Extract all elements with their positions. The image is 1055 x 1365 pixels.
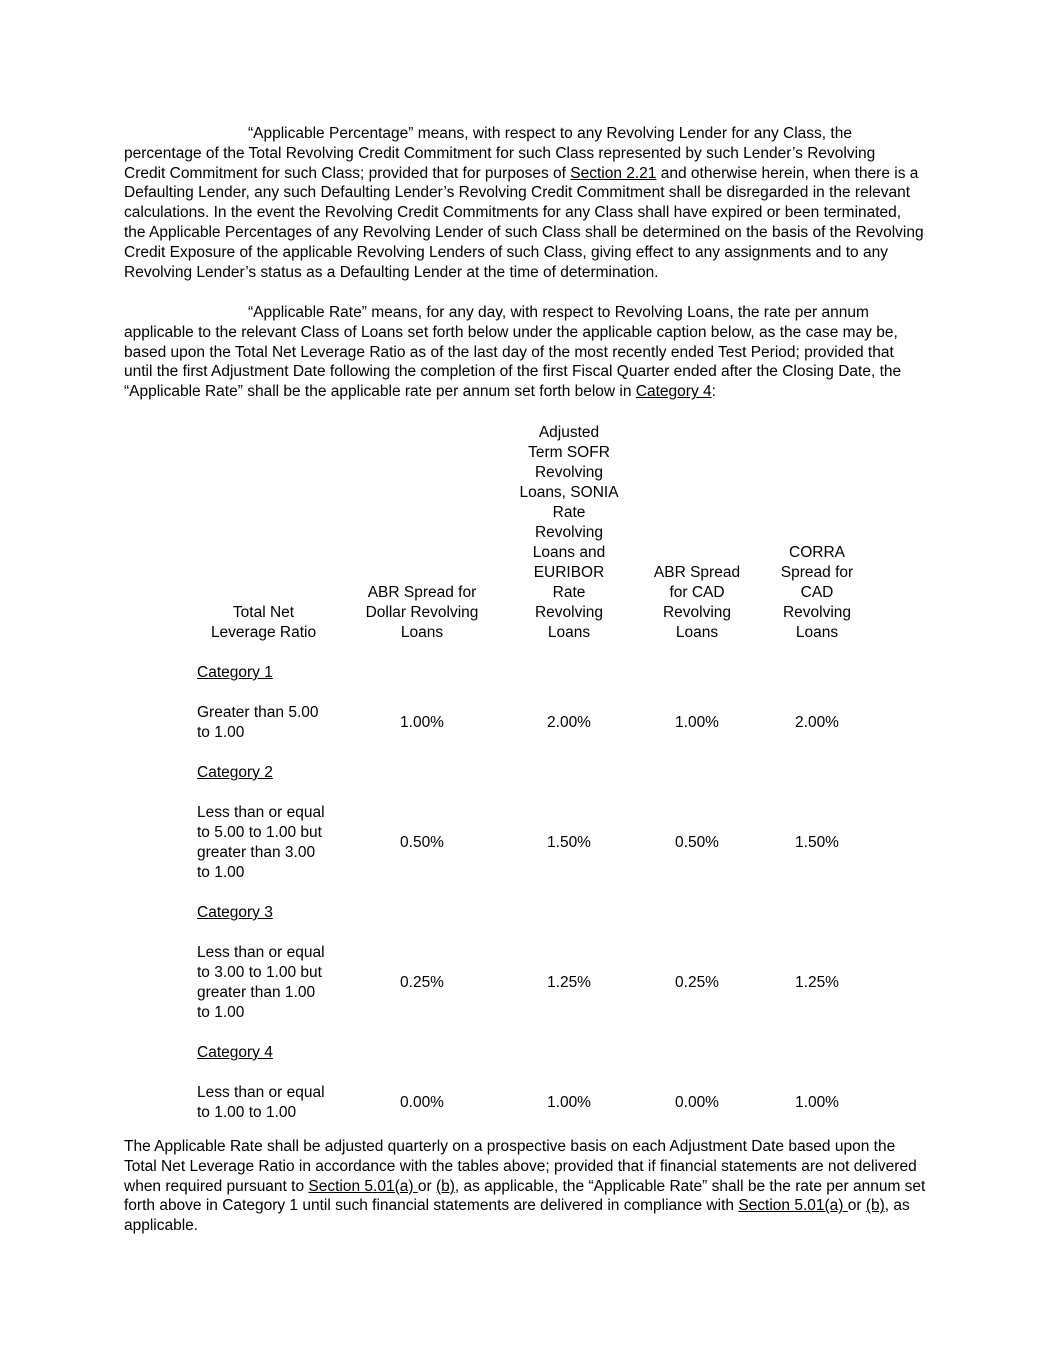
text-segment: calculations. In the event the Revolving Credit Commitments for any Class shall have expired or been terminated, [124,204,902,222]
table-row [190,683,871,743]
applicable-rate-table [190,423,871,1123]
text-segment: : [711,383,716,401]
header-term-sofr-spread: Adjusted Term SOFR Revolving Loans, SONIA Rate Revolving Loans and EURIBOR Rate Revolving Loans [519,424,619,641]
applicable-rate-definition [124,303,944,402]
text-segment: “Applicable Rate” means, for any day, with respect to Revolving Loans, the rate per annum [248,304,869,321]
text-segment: and otherwise herein, when there is a [656,164,919,182]
applicable-percentage-definition [124,124,944,282]
abr-spread-dollar-cell: 0.00% [400,1094,444,1111]
text-line [124,343,944,363]
text-line [124,323,944,343]
abr-spread-dollar-cell: 0.50% [400,834,444,851]
section-reference: (b) [865,1197,885,1215]
text-segment: applicable to the relevant Class of Loans set forth below under the applicable caption below, as the case may be, [124,323,898,341]
text-line [124,1177,944,1197]
text-line [124,1157,944,1177]
category-row [190,883,871,923]
text-line [124,263,944,283]
table-header-row [190,423,871,643]
abr-spread-cad-cell: 0.00% [675,1094,719,1111]
corra-spread-cell: 1.25% [795,974,839,991]
text-segment: percentage of the Total Revolving Credit Commitment for such Class represented by such Lender’s Revolving [124,144,876,162]
header-abr-spread-cad: ABR Spread for CAD Revolving Loans [653,564,741,641]
text-segment: Revolving Lender’s status as a Defaulting Lender at the time of determination. [124,263,659,281]
text-line [124,1196,944,1216]
adjustment-paragraph [124,1137,944,1236]
table-row [190,1063,871,1123]
text-segment: “Applicable Percentage” means, with respect to any Revolving Lender for any Class, the [248,125,852,142]
corra-spread-cell: 2.00% [795,714,839,731]
text-segment: , as [884,1197,910,1215]
abr-spread-dollar-cell: 1.00% [400,714,444,731]
text-segment: applicable. [124,1217,199,1235]
text-segment: based upon the Total Net Leverage Ratio as of the last day of the most recently ended Test Period; provided that [124,343,894,361]
table-row [190,923,871,1023]
abr-spread-cad-cell: 0.50% [675,834,719,851]
text-line [124,1216,944,1236]
text-line [124,183,944,203]
text-line [124,144,944,164]
text-line [124,362,944,382]
abr-spread-cad-cell: 0.25% [675,974,719,991]
term-sofr-spread-cell: 1.00% [547,1094,591,1111]
text-line [124,203,944,223]
category-row [190,643,871,683]
table-row [190,783,871,883]
leverage-ratio-cell: Greater than 5.00 to 1.00 [197,704,319,741]
category-label: Category 3 [197,904,273,921]
text-line [124,124,944,144]
text-segment: until the first Adjustment Date following the completion of the first Fiscal Quarter ended after the Closing Date, the [124,363,902,381]
section-reference: Section 5.01(a) [738,1197,848,1215]
text-line [124,303,944,323]
header-total-net-leverage-ratio: Total Net Leverage Ratio [210,604,317,641]
corra-spread-cell: 1.50% [795,834,839,851]
abr-spread-dollar-cell: 0.25% [400,974,444,991]
term-sofr-spread-cell: 2.00% [547,714,591,731]
text-segment: or [847,1197,866,1215]
text-segment: the Applicable Percentages of any Revolving Lender of such Class shall be determined on the basis of the Revolving [124,223,924,241]
text-line [124,382,944,402]
text-segment: forth above in Category 1 until such financial statements are delivered in compliance with [124,1197,739,1215]
text-segment: Total Net Leverage Ratio in accordance with the tables above; provided that if financial statements are not delivered [124,1157,917,1175]
category-label: Category 4 [197,1044,273,1061]
category-row [190,743,871,783]
text-segment: Credit Commitment for such Class; provided that for purposes of [124,164,571,182]
abr-spread-cad-cell: 1.00% [675,714,719,731]
leverage-ratio-cell: Less than or equal to 3.00 to 1.00 but greater than 1.00 to 1.00 [197,944,325,1021]
term-sofr-spread-cell: 1.50% [547,834,591,851]
header-abr-spread-dollar: ABR Spread for Dollar Revolving Loans [365,584,479,641]
text-segment: Defaulting Lender, any such Defaulting Lender’s Revolving Credit Commitment shall be disregarded in the relevant [124,184,911,202]
text-line [124,243,944,263]
section-reference: Section 2.21 [570,164,657,182]
text-segment: “Applicable Rate” shall be the applicable rate per annum set forth below in [124,383,636,401]
leverage-ratio-cell: Less than or equal to 5.00 to 1.00 but greater than 3.00 to 1.00 [197,804,325,881]
leverage-ratio-cell: Less than or equal to 1.00 to 1.00 [197,1084,325,1121]
text-segment: , as applicable, the “Applicable Rate” shall be the rate per annum set [454,1177,926,1195]
text-segment: or [417,1177,436,1195]
section-reference: Category 4 [635,383,712,401]
text-line [124,223,944,243]
term-sofr-spread-cell: 1.25% [547,974,591,991]
category-row [190,1023,871,1063]
section-reference: Section 5.01(a) [308,1177,418,1195]
section-reference: (b) [435,1177,455,1195]
text-segment: Credit Exposure of the applicable Revolving Lenders of such Class, giving effect to any assignments and to any [124,243,888,261]
category-label: Category 2 [197,764,273,781]
text-line [124,164,944,184]
text-segment: when required pursuant to [124,1177,309,1195]
category-label: Category 1 [197,664,273,681]
text-line [124,1137,944,1157]
header-corra-spread: CORRA Spread for CAD Revolving Loans [780,544,854,641]
corra-spread-cell: 1.00% [795,1094,839,1111]
text-segment: The Applicable Rate shall be adjusted quarterly on a prospective basis on each Adjustment Date based upon the [124,1138,896,1155]
